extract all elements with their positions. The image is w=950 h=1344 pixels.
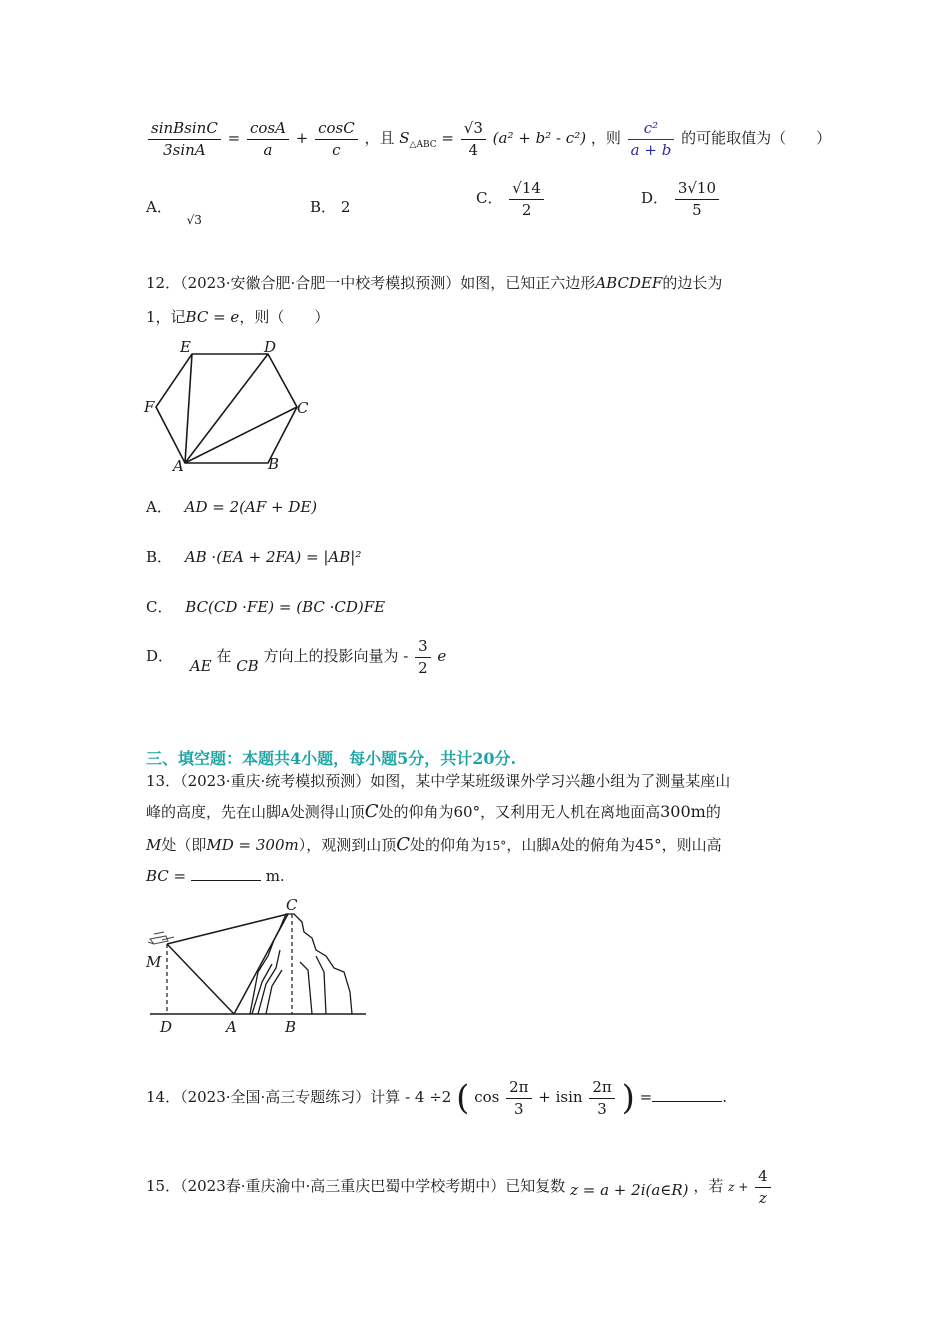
- q11-formula: $\frac{\text{sinBsinC}}{3\sin A}$ = $\frac{\cos A}{a}$ + $\frac{\cos C}{c}$ ，且 $S_{\triangle ABC}$ = $\frac{√3}{4}$ (a² + b² - c²) ，则 $\frac{\text{c²}}{a + b}$ 的可能取值为（ ）: [146, 120, 831, 158]
- q12-stem-line2: 1，记BC = e，则（ ）: [146, 308, 330, 326]
- hex-label-e: E: [180, 338, 191, 356]
- mountain-label-c: C: [286, 896, 298, 914]
- hex-label-f: F: [144, 398, 155, 416]
- q11-option-b: B． 2: [310, 198, 351, 216]
- q11-area-frac: $\frac{√3}{4}$: [461, 120, 486, 158]
- q15-stem: 15．（2023春·重庆渝中·高三重庆巴蜀中学校考期中）已知复数 z = a + 2i(a∈R) ，若 z + $\frac{4}{z}$: [146, 1168, 773, 1206]
- mountain-label-m: M: [146, 953, 162, 971]
- hex-label-b: B: [268, 455, 280, 473]
- q12-option-d: D． AE 在 CB 方向上的投影向量为 - $\frac{3}{2}$ e: [146, 637, 447, 677]
- q12-option-a: A． AD = 2(AF + DE): [146, 498, 318, 516]
- mountain-label-b: B: [285, 1018, 297, 1036]
- q11-frac-3: $\frac{\cos C}{c}$: [315, 120, 358, 158]
- mountain-shape: [250, 914, 352, 1014]
- q13-line4: BC = m.: [146, 867, 285, 885]
- q11-option-c: C． $\frac{√14}{2}$: [476, 180, 546, 218]
- mountain-label-a: A: [226, 1018, 237, 1036]
- q13-line1: 13．（2023·重庆·统考模拟预测）如图，某中学某班级课外学习兴趣小组为了测量某座山: [146, 772, 731, 790]
- q12-option-c: C． BC(CD ·FE) = (BC ·CD)FE: [146, 598, 386, 616]
- q13-line3: M处（即MD = 300m），观测到山顶C处的仰角为15°，山脚A处的俯角为45°，则山高: [146, 834, 722, 855]
- hex-label-c: C: [297, 399, 309, 417]
- drone-icon: [148, 932, 174, 944]
- q12-stem-line1: 12．（2023·安徽合肥·合肥一中校考模拟预测）如图，已知正六边形ABCDEF的边长为: [146, 274, 723, 292]
- q13-mountain-figure: [140, 892, 380, 1038]
- q12-option-b: B． AB ·(EA + 2FA) = |AB|²: [146, 548, 362, 566]
- mountain-label-d: D: [160, 1018, 173, 1036]
- q11-target-frac: $\frac{\text{c²}}{a + b}$: [628, 120, 675, 158]
- q12-hexagon-figure: [140, 335, 320, 475]
- q14-stem: 14．（2023·全国·高三专题练习）计算 - 4 ÷2 ( cos $\frac{2\pi}{3}$ + isin $\frac{2\pi}{3}$ ) = .: [146, 1078, 727, 1118]
- q11-option-d: D． $\frac{3√10}{5}$: [641, 180, 721, 218]
- q13-line2: 峰的高度，先在山脚A处测得山顶C处的仰角为60°，又利用无人机在离地面高300m的: [146, 801, 721, 822]
- section-3-title: 三、填空题：本题共4小题，每小题5分，共计20分.: [146, 749, 517, 768]
- q11-option-a: A． $_{√3}$: [146, 198, 202, 227]
- q13-answer-blank[interactable]: [191, 866, 261, 881]
- q11-frac-1: $\frac{\text{sinBsinC}}{3\sin A}$: [148, 120, 221, 158]
- q11-frac-2: $\frac{\cos A}{a}$: [247, 120, 289, 158]
- q14-answer-blank[interactable]: [652, 1087, 722, 1102]
- hex-label-d: D: [264, 338, 277, 356]
- hex-label-a: A: [173, 457, 184, 475]
